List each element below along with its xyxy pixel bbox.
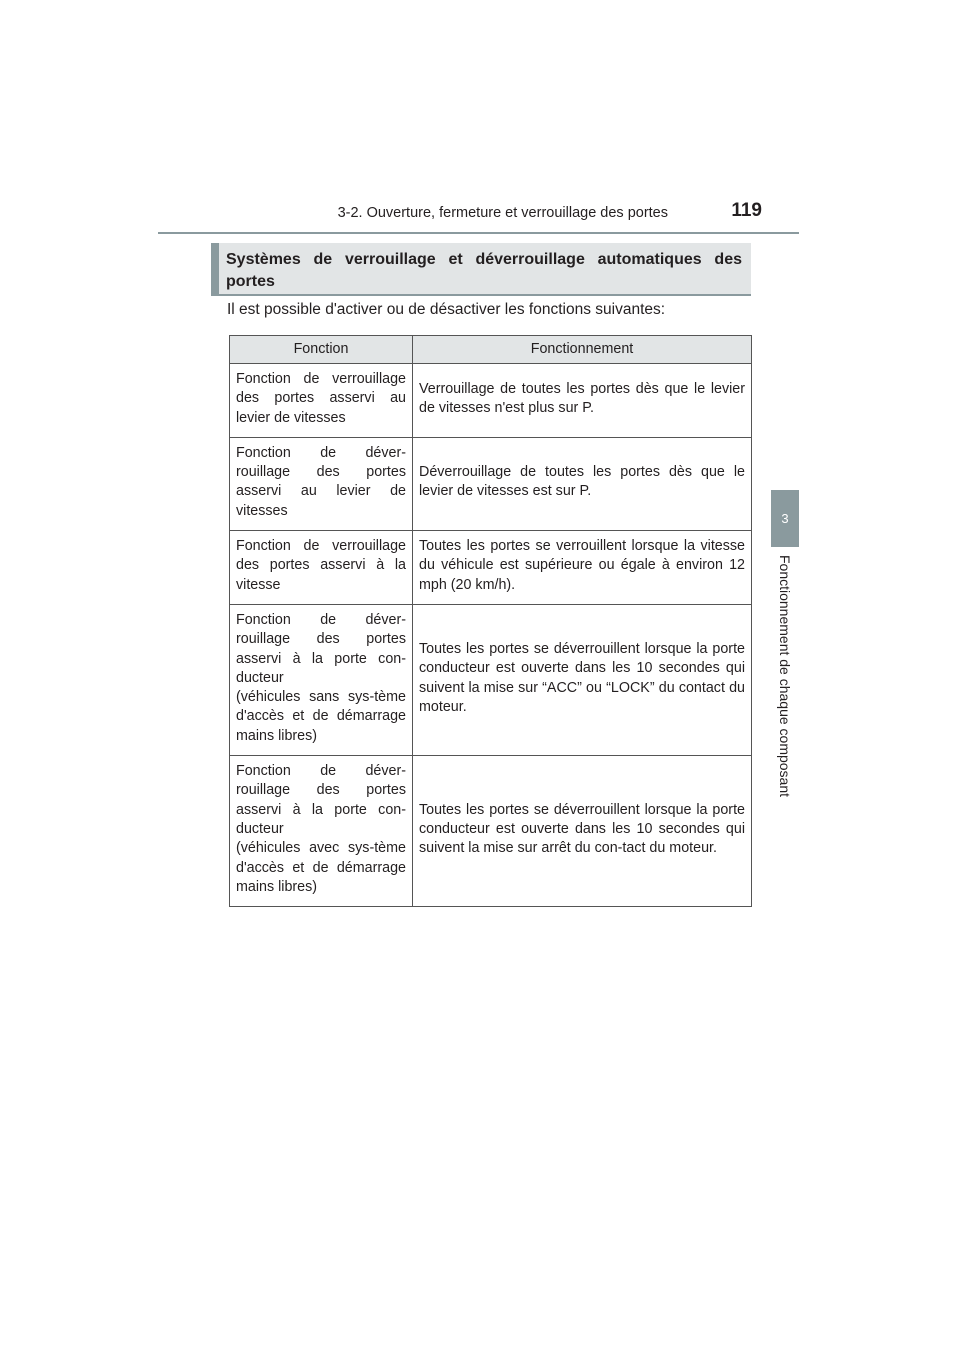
table-row: [230, 531, 752, 605]
function-name: Fonction de verrouillage des portes asservi à la vitesse: [236, 538, 406, 593]
table-header-row: [230, 336, 752, 364]
intro-text: Il est possible d'activer ou de désactiver les fonctions suivantes:: [227, 301, 666, 318]
operation-cell: Toutes les portes se déverrouillent lorsque la porte conducteur est ouverte dans les 10 secondes qui suivent la mise sur arrêt du con-tact du moteur.: [413, 756, 752, 907]
operation-cell: Déverrouillage de toutes les portes dès que le levier de vitesses est sur P.: [413, 437, 752, 530]
function-name: Fonction de déver-rouillage des portes asservi à la porte con-ducteur: [236, 763, 406, 837]
table-row: [230, 364, 752, 438]
function-cell: [230, 437, 413, 530]
page-number: 119: [731, 200, 762, 221]
table-row: [230, 756, 752, 907]
column-header-operation: Fonctionnement: [413, 336, 752, 364]
header-section-title: 3-2. Ouverture, fermeture et verrouillage des portes: [337, 205, 668, 221]
function-note: (véhicules sans sys-tème d'accès et de démarrage mains libres): [236, 689, 406, 744]
function-name: Fonction de déver-rouillage des portes asservi au levier de vitesses: [236, 444, 406, 519]
chapter-number: 3: [781, 511, 789, 526]
function-cell: [230, 604, 413, 755]
function-note: (véhicules avec sys-tème d'accès et de démarrage mains libres): [236, 840, 406, 895]
function-name: Fonction de verrouillage des portes asservi au levier de vitesses: [236, 371, 406, 426]
table-row: [230, 437, 752, 530]
section-heading-bar: [211, 243, 219, 294]
function-name: Fonction de déver-rouillage des portes asservi à la porte con-ducteur: [236, 611, 406, 686]
function-table: [229, 335, 752, 907]
function-cell: [230, 364, 413, 438]
section-title: Systèmes de verrouillage et déverrouillage automatiques des portes: [226, 251, 742, 290]
chapter-label-text: Fonctionnement de chaque composant: [777, 554, 793, 798]
section-heading-box: [211, 243, 751, 296]
column-header-function: Fonction: [230, 336, 413, 364]
operation-cell: Toutes les portes se verrouillent lorsque la vitesse du véhicule est supérieure ou égale à environ 12 mph (20 km/h).: [413, 531, 752, 605]
function-cell: [230, 531, 413, 605]
operation-cell: Verrouillage de toutes les portes dès que le levier de vitesses n'est plus sur P.: [413, 364, 752, 438]
function-cell: [230, 756, 413, 907]
table-row: [230, 604, 752, 755]
operation-cell: Toutes les portes se déverrouillent lorsque la porte conducteur est ouverte dans les 10 secondes qui suivent la mise sur “ACC” ou “LOCK” du contact du moteur.: [413, 604, 752, 755]
chapter-tab: [771, 490, 799, 547]
header-divider: [158, 232, 799, 234]
